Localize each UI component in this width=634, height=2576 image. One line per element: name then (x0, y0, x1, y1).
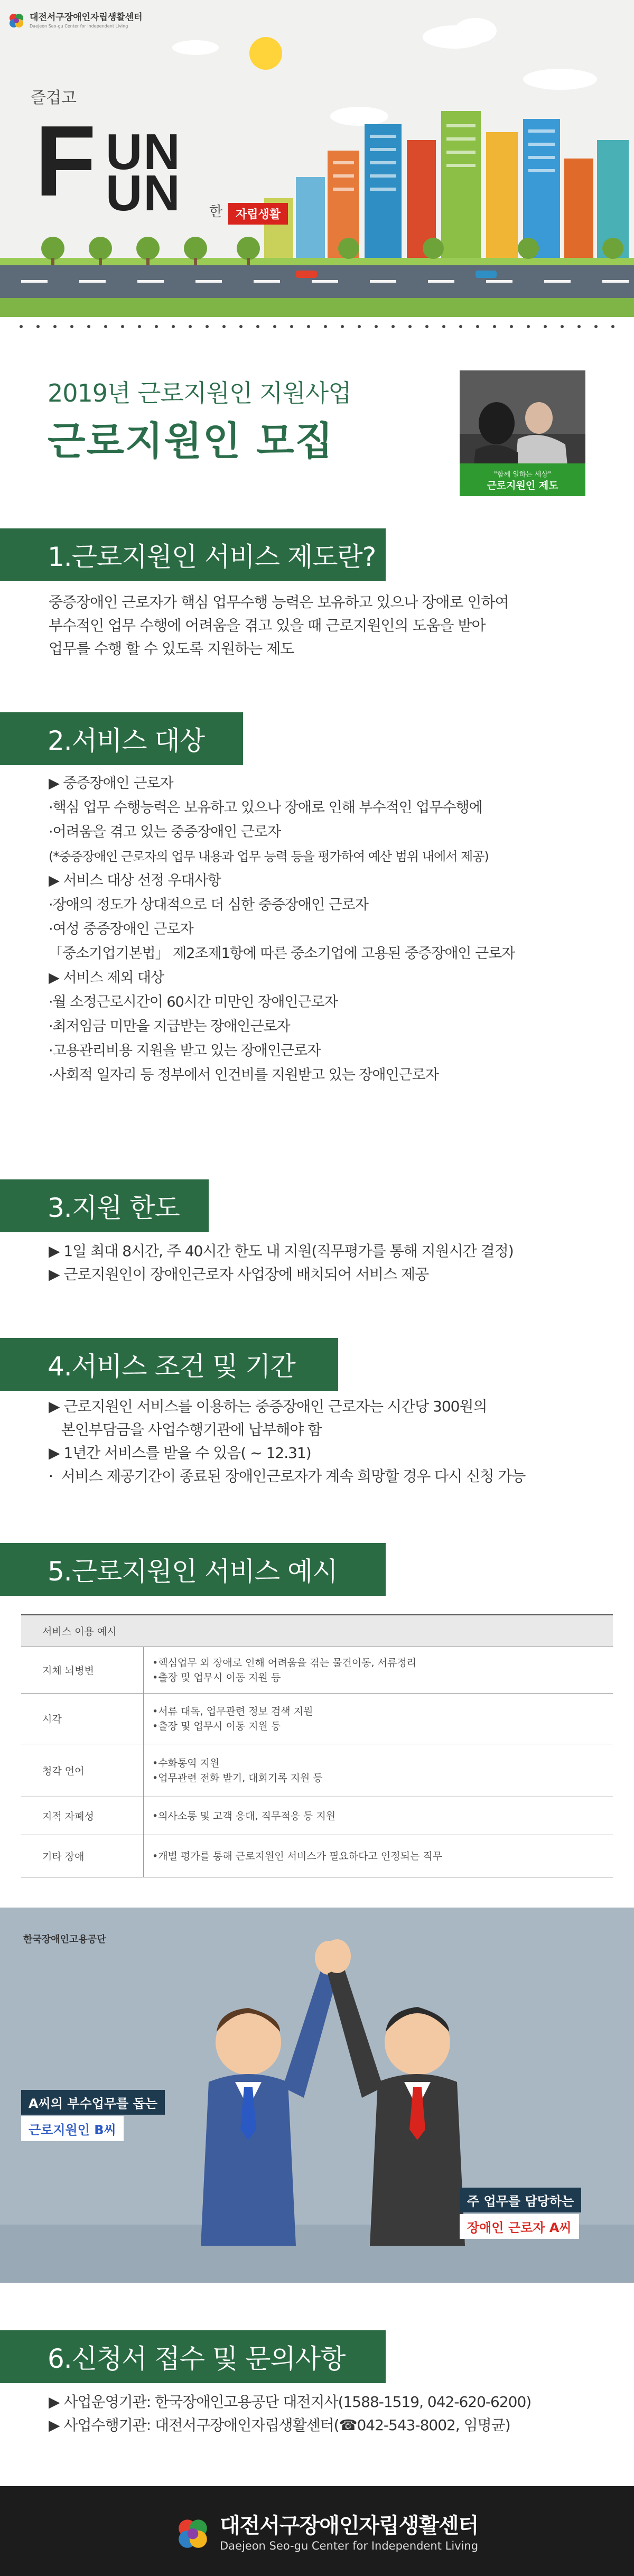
title-section (0, 336, 634, 510)
section3-line: ▶ 1일 최대 8시간, 주 40시간 한도 내 지원(직무평가를 통해 지원시간 결정) (49, 1242, 514, 1260)
high-five-illustration (0, 1908, 634, 2283)
table-cell-desc (144, 1797, 613, 1835)
section3-body (49, 1240, 514, 1286)
table-header: 서비스 이용 예시 (21, 1615, 613, 1647)
section2-line: ·여성 중증장애인 근로자 (49, 921, 193, 937)
table-cell-desc (144, 1744, 613, 1797)
fun-un-top: UN (106, 124, 181, 180)
section3-line: ▶ 근로지원인이 장애인근로자 사업장에 배치되어 서비스 제공 (49, 1266, 429, 1283)
section4-line: 본인부담금을 사업수행기관에 납부해야 함 (49, 1421, 322, 1438)
section2-line: ·최저임금 미만을 지급받는 장애인근로자 (49, 1018, 290, 1035)
right-tag-line2: 장애인 근로자 A씨 (460, 2214, 579, 2239)
table-cell-item: •출장 및 업무시 이동 지원 등 (152, 1720, 281, 1732)
left-tag-line1: A씨의 부수업무를 돕는 (21, 2090, 165, 2115)
service-example-table (21, 1614, 613, 1877)
header-banner (0, 0, 634, 317)
table-cell-desc (144, 1647, 613, 1693)
section6-line: ▶ 사업운영기관: 한국장애인고용공단 대전지사(1588-1519, 042-620-6200) (49, 2393, 532, 2411)
section4-line: ▶ 근로지원인 서비스를 이용하는 중증장애인 근로자는 시간당 300원의 (49, 1398, 487, 1415)
table-cell-desc (144, 1835, 613, 1877)
footer-logo (174, 2515, 478, 2552)
table-row (21, 1647, 613, 1694)
footer (0, 2486, 634, 2576)
table-cell-desc (144, 1694, 613, 1744)
table-cell-item: •업무관련 전화 받기, 대회기록 지원 등 (152, 1772, 323, 1784)
section2-line: ·월 소정근로시간이 60시간 미만인 장애인근로자 (49, 994, 338, 1010)
section2-line: (*중증장애인 근로자의 업무 내용과 업무 능력 등을 평가하여 예산 범위 내에서 제공) (49, 849, 489, 864)
section2-heading: 2.서비스 대상 (0, 712, 243, 765)
title-recruit: 근로지원인 모집 (48, 419, 334, 464)
table-row (21, 1744, 613, 1797)
sun-shape (249, 37, 282, 70)
section6-line: ▶ 사업수행기관: 대전서구장애인자립생활센터(☎042-543-8002, 임명균) (49, 2416, 510, 2434)
han-suffix: 한 (209, 204, 223, 220)
section1-line: 업무를 수행 할 수 있도록 지원하는 제도 (49, 640, 294, 657)
independent-living-badge: 자립생활 (228, 203, 288, 225)
right-tag-line1: 주 업무를 담당하는 (460, 2188, 581, 2212)
org-logo-top (7, 12, 143, 30)
table-row (21, 1835, 613, 1877)
title-photo (460, 370, 585, 496)
section2-line: ·고용관리비용 지원을 받고 있는 장애인근로자 (49, 1043, 321, 1059)
fun-letter-f: F (35, 105, 97, 217)
table-row (21, 1694, 613, 1744)
org-sub: Daejeon Seo-gu Center for Independent Living (30, 23, 128, 29)
table-row (21, 1797, 613, 1835)
footer-org-name: 대전서구장애인자립생활센터 (220, 2514, 479, 2538)
footer-org-sub: Daejeon Seo-gu Center for Independent Living (220, 2540, 479, 2552)
section6-heading: 6.신청서 접수 및 문의사항 (0, 2330, 386, 2383)
table-cell-type: 기타 장애 (21, 1835, 144, 1877)
table-cell-item: •서류 대독, 업무관련 정보 검색 지원 (152, 1705, 313, 1717)
dotted-divider (0, 317, 634, 336)
table-cell-type: 시각 (21, 1694, 144, 1744)
table-cell-type: 지적 자폐성 (21, 1797, 144, 1835)
section2-body (49, 771, 515, 1087)
section4-heading: 4.서비스 조건 및 기간 (0, 1338, 338, 1391)
section4-line: ▶ 1년간 서비스를 받을 수 있음( ~ 12.31) (49, 1444, 311, 1462)
section2-line: ▶ 중증장애인 근로자 (49, 775, 173, 792)
table-cell-type: 청각 언어 (21, 1744, 144, 1797)
photo-caption-title: 근로지원인 제도 (487, 480, 558, 491)
tagline-top: 즐겁고 (31, 89, 77, 107)
org-name: 대전서구장애인자립생활센터 (30, 12, 143, 23)
left-tag-line2: 근로지원인 B씨 (21, 2116, 124, 2141)
section3-heading: 3.지원 한도 (0, 1179, 209, 1232)
section1-line: 중증장애인 근로자가 핵심 업무수행 능력은 보유하고 있으나 장애로 인하여 (49, 593, 509, 611)
table-cell-item: •핵심업무 외 장애로 인해 어려움을 겪는 물건이동, 서류정리 (152, 1657, 417, 1669)
section5-heading: 5.근로지원인 서비스 예시 (0, 1543, 386, 1596)
section2-line: ·핵심 업무 수행능력은 보유하고 있으나 장애로 인해 부수적인 업무수행에 (49, 799, 482, 816)
org-flower-logo-icon (7, 12, 25, 30)
table-cell-type: 지체 뇌병변 (21, 1647, 144, 1693)
section1-heading: 1.근로지원인 서비스 제도란? (0, 528, 386, 581)
section6-body (49, 2391, 531, 2437)
table-cell-item: •의사소통 및 고객 응대, 직무적응 등 지원 (152, 1810, 336, 1822)
section2-line: ▶ 서비스 대상 선정 우대사항 (49, 872, 221, 889)
section2-line: ·어려움을 겪고 있는 중증장애인 근로자 (49, 824, 281, 840)
section1-line: 부수적인 업무 수행에 어려움을 겪고 있을 때 근로지원인의 도움을 받아 (49, 617, 486, 634)
table-cell-item: •출장 및 업무시 이동 지원 등 (152, 1671, 281, 1684)
section2-line: ▶ 서비스 제외 대상 (49, 970, 164, 986)
section2-line: 「중소기업기본법」 제2조제1항에 따른 중소기업에 고용된 중증장애인 근로자 (49, 945, 515, 962)
section2-line: ·사회적 일자리 등 정부에서 인건비를 지원받고 있는 장애인근로자 (49, 1067, 439, 1083)
section4-body (49, 1395, 525, 1488)
section2-line: ·장애의 정도가 상대적으로 더 심한 중증장애인 근로자 (49, 897, 368, 913)
footer-flower-logo-icon (174, 2515, 211, 2552)
fun-un-bottom: UN (106, 165, 181, 221)
photo-caption-quote: "함께 일하는 세상" (493, 471, 552, 479)
illustration-logo-text: 한국장애인고용공단 (23, 1934, 106, 1945)
title-year-program: 2019년 근로지원인 지원사업 (48, 379, 351, 407)
table-cell-item: •수화통역 지원 (152, 1757, 220, 1769)
section1-body (49, 591, 509, 661)
section4-line: · 서비스 제공기간이 종료된 장애인근로자가 계속 희망할 경우 다시 신청 가능 (49, 1467, 526, 1485)
table-cell-item: •개별 평가를 통해 근로지원인 서비스가 필요하다고 인정되는 직무 (152, 1850, 443, 1862)
